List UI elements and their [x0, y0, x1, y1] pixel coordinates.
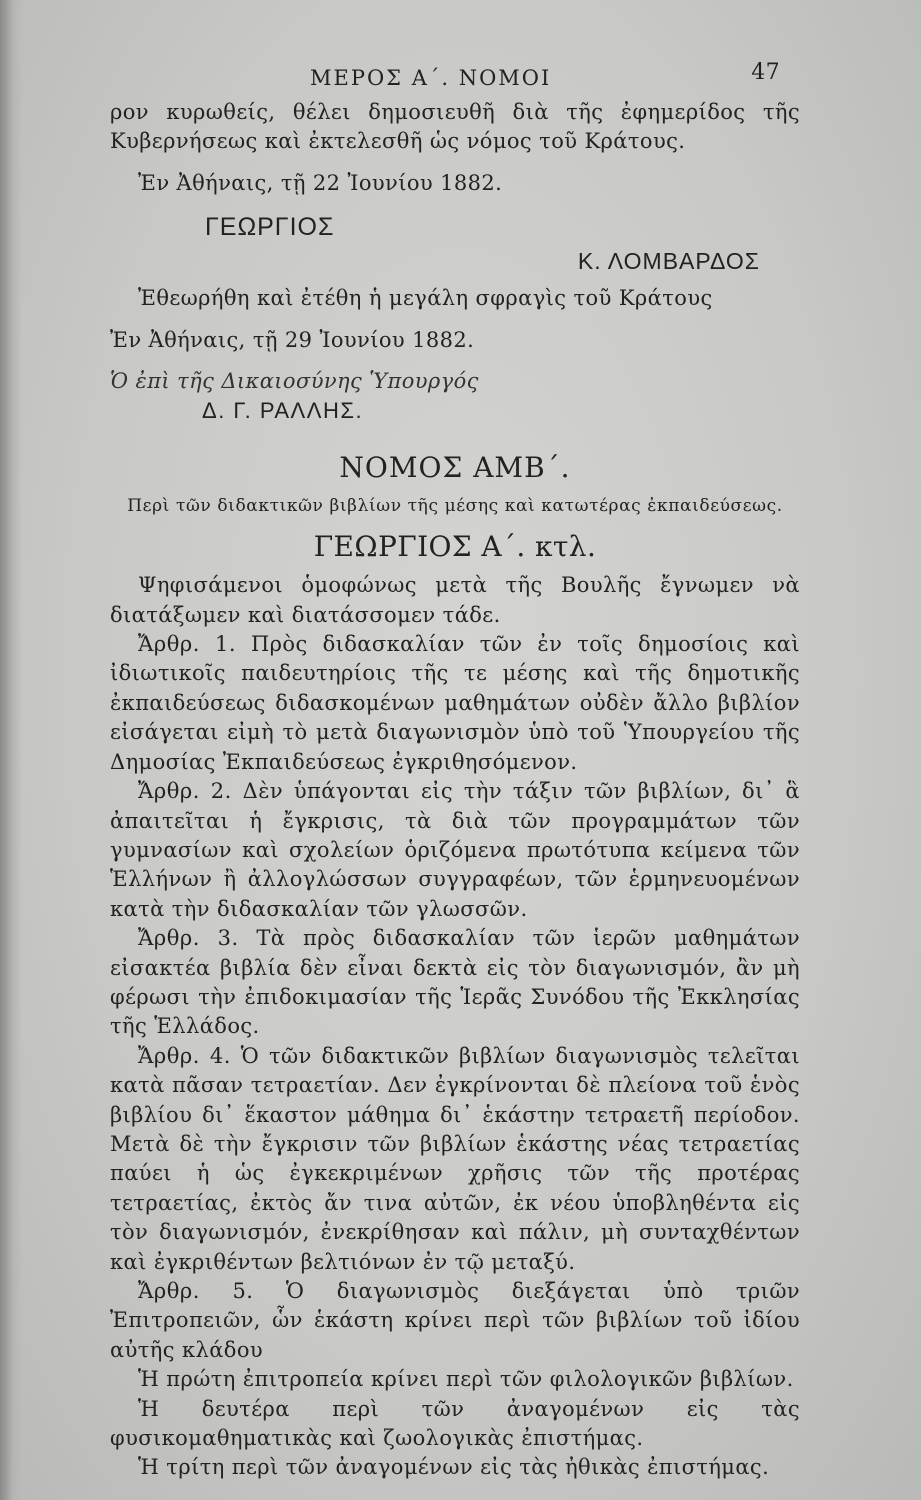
justice-minister-title: Ὁ ἐπὶ τῆς Δικαιοσύνης Ὑπουργός [110, 369, 479, 394]
running-head [110, 58, 800, 98]
articles [110, 630, 800, 1365]
article [110, 777, 800, 924]
running-title: ΜΕΡΟΣ Α΄. ΝΟΜΟΙ [310, 66, 552, 90]
article-label: Ἄρθρ. 4. [138, 1043, 231, 1068]
article-text: Ὁ διαγωνισμὸς διεξάγεται ὑπὸ τριῶν Ἐπιτροπειῶν, ὧν ἑκάστη κρίνει περὶ τῶν βιβλίων τοῦ ἰδίου αὐτῆς κλάδου [110, 1279, 801, 1362]
date-line-2: Ἐν Ἀθήναις, τῇ 29 Ἰουνίου 1882. [110, 327, 475, 352]
article-label: Ἄρθρ. 5. [138, 1279, 254, 1303]
page-content [110, 58, 800, 1483]
article [110, 924, 800, 1042]
date-line-1: Ἐν Ἀθήναις, τῇ 22 Ἰουνίου 1882. [138, 170, 503, 195]
page-number: 47 [751, 60, 780, 85]
signature-king: ΓΕΩΡΓΙΟΣ [205, 213, 335, 242]
article-label: Ἄρθρ. 2. [138, 779, 232, 804]
committee-item: Ἡ δευτέρα περὶ τῶν ἀναγομένων εἰς τὰς φυσικομαθηματικὰς καὶ ζωολογικὰς ἐπιστήμας. [110, 1396, 800, 1451]
preamble-close: ρον κυρωθείς, θέλει δημοσιευθῆ διὰ τῆς ἐφημερίδος τῆς Κυβερνήσεως καὶ ἐκτελεσθῆ ὡς νόμος τοῦ Κράτους. [110, 100, 800, 154]
enactment-clause: Ψηφισάμενοι ὁμοφώνως μετὰ τῆς Βουλῆς ἔγνωμεν νὰ διατάξωμεν καὶ διατάσσομεν τάδε. [110, 573, 800, 627]
article-text: Τὰ πρὸς διδασκαλίαν τῶν ἱερῶν μαθημάτων εἰσακτέα βιβλία δὲν εἶναι δεκτὰ εἰς τὸν διαγωνισμόν, ἂν μὴ φέρωσι τὴν ἐπιδοκιμασίαν τῆς Ἱερᾶς Συνόδου τῆς Ἐκκλησίας τῆς Ἑλλάδος. [110, 926, 801, 1039]
article-label: Ἄρθρ. 3. [138, 926, 239, 951]
seal-line: Ἐθεωρήθη καὶ ἐτέθη ἡ μεγάλη σφραγὶς τοῦ Κράτους [138, 286, 713, 311]
king-line: ΓΕΩΡΓΙΟΣ Α΄. κτλ. [313, 530, 597, 564]
signature-minister: Κ. ΛΟΜΒΑΡΔΟΣ [577, 248, 760, 275]
article-text: Πρὸς διδασκαλίαν τῶν ἐν τοῖς δημοσίοις καὶ ἰδιωτικοῖς παιδευτηρίοις τῆς τε μέσης καὶ τῆς δημοτικῆς ἐκπαιδεύσεως διδασκομένων μαθημάτων οὐδὲν ἄλλο βιβλίον εἰσάγεται εἰμὴ τὸ μετὰ διαγωνισμὸν ὑπὸ τοῦ Ὑπουργείου τῆς Δημοσίας Ἐκπαιδεύσεως ἐγκριθησόμενον. [110, 632, 801, 774]
committee-item: Ἡ τρίτη περὶ τῶν ἀναγομένων εἰς τὰς ἠθικὰς ἐπιστήμας. [138, 1455, 770, 1480]
article-text: Ὁ τῶν διδακτικῶν βιβλίων διαγωνισμὸς τελεῖται κατὰ πᾶσαν τετραετίαν. Δεν ἐγκρίνονται δὲ πλείονα τοῦ ἑνὸς βιβλίου δι᾿ ἕκαστον μάθημα δι᾿ ἑκάστην τετραετῆ περίοδον. Μετὰ δὲ τὴν ἔγκρισιν τῶν βιβλίων ἑκάστης νέας τετραετίας παύει ἡ ὡς ἐγκεκριμένων χρῆσις τῶν τῆς προτέρας τετραετίας, ἐκτὸς ἄν τινα αὐτῶν, ἐκ νέου ὑποβληθέντα εἰς τὸν διαγωνισμόν, ἐνεκρίθησαν καὶ πάλιν, μὴ συνταχθέντων καὶ ἐγκριθέντων βελτιόνων ἐν τῷ μεταξύ. [110, 1043, 800, 1274]
law-subject: Περὶ τῶν διδακτικῶν βιβλίων τῆς μέσης καὶ κατωτέρας ἐκπαιδεύσεως. [127, 495, 783, 516]
article-label: Ἄρθρ. 1. [138, 632, 237, 657]
justice-minister-name: Δ. Γ. ΡΑΛΛΗΣ. [202, 398, 364, 424]
article-text: Δὲν ὑπάγονται εἰς τὴν τάξιν τῶν βιβλίων, δι᾿ ἃ ἀπαιτεῖται ἡ ἔγκρισις, τὰ διὰ τῶν προγραμμάτων τῶν γυμνασίων καὶ σχολείων ὁριζόμενα πρωτότυπα κείμενα τῶν Ἑλλήνων ἢ ἀλλογλώσσων συγγραφέων, τῶν ἑρμηνευομένων κατὰ τὴν διδασκαλίαν τῶν γλωσσῶν. [110, 779, 801, 921]
article [110, 1042, 800, 1277]
committee-list [110, 1365, 800, 1483]
article [110, 1277, 800, 1365]
article [110, 630, 800, 777]
committee-item: Ἡ πρώτη ἐπιτροπεία κρίνει περὶ τῶν φιλολογικῶν βιβλίων. [138, 1367, 794, 1392]
law-title: ΝΟΜΟΣ ΑΜΒ΄. [339, 450, 571, 484]
book-spine-shadow [0, 0, 22, 1500]
